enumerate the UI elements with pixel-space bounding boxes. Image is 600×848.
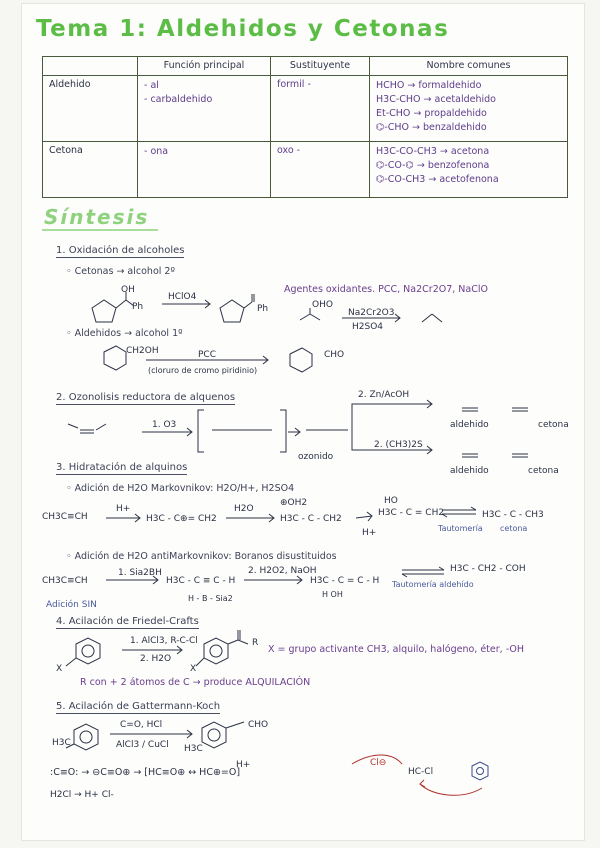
page-title: Tema 1: Aldehidos y Cetonas: [36, 16, 450, 42]
pcc-label: PCC: [198, 350, 216, 360]
h-plus: H+: [236, 760, 251, 770]
markov-line: ◦ Adición de H2O Markovnikov: H2O/H+, H2SO4: [66, 483, 295, 494]
oho-label: OHO: [312, 300, 333, 310]
comun-line: ⌬-CO-⌬ → benzofenona: [376, 160, 490, 171]
cyclohexane-ring: [290, 348, 312, 372]
h-plus: H+: [116, 504, 131, 514]
h2o-reagent: H2O: [234, 504, 254, 514]
cyclopentane-ring: [92, 300, 116, 322]
comun-line: Et-CHO → propaldehido: [376, 108, 487, 119]
ph-label: Ph: [257, 304, 269, 314]
comun-line: H3C-CO-CH3 → acetona: [376, 146, 490, 157]
ch2oh-label: CH2OH: [126, 346, 159, 356]
anti-enol-b: H OH: [322, 590, 343, 599]
cho-label: CHO: [324, 350, 345, 360]
r-label: R: [252, 638, 259, 648]
x-label: X: [190, 664, 197, 674]
cyclohexane-ring: [104, 346, 126, 370]
enol-label: H3C - C = CH2: [378, 508, 445, 518]
h-plus: H+: [362, 528, 377, 538]
funcion-line: - carbaldehido: [144, 94, 213, 105]
x-label: X: [56, 664, 63, 674]
chem-structures: [22, 4, 584, 840]
cetona-label: cetona: [528, 466, 559, 476]
row-sustituyente: formil -: [271, 76, 370, 142]
pcc-note: (cloruro de cromo piridinio): [148, 366, 258, 375]
gk-reagent-2: AlCl3 / CuCl: [116, 740, 169, 750]
benzene-ring: [204, 638, 228, 664]
cl-label: Cl⊖: [370, 758, 387, 768]
row-name: Aldehido: [43, 76, 138, 142]
reagent-hclo4: HClO4: [168, 292, 197, 302]
h3c-label: H3C: [52, 738, 71, 748]
cyclopentane-ring: [220, 300, 244, 322]
aldehidos-line: ◦ Aldehidos → alcohol 1º: [66, 328, 183, 339]
table-header-funcion: Función principal: [138, 57, 271, 76]
aldehido-label: aldehido: [450, 420, 489, 430]
agentes-oxidantes: Agentes oxidantes. PCC, Na2Cr2O7, NaClO: [284, 284, 488, 295]
h2o2-reagent: 2. H2O2, NaOH: [248, 566, 317, 576]
cetonas-line: ◦ Cetonas → alcohol 2º: [66, 266, 175, 277]
section-3-heading-text: 3. Hidratación de alquinos: [56, 462, 188, 473]
row-sustituyente: oxo -: [271, 142, 370, 198]
funcion-line: - al: [144, 80, 159, 91]
anti-reactant: CH3C≡CH: [42, 576, 88, 586]
oh2-label: ⊕OH2: [280, 498, 308, 508]
fc-note-1: X = grupo activante CH3, alquilo, halógeno, éter, -OH: [268, 644, 525, 655]
benzene-ring: [202, 722, 226, 748]
sia-reagent: 1. Sia2BH: [118, 568, 162, 578]
zn-reagent: 2. Zn/AcOH: [358, 390, 410, 400]
markov-reactant: CH3C≡CH: [42, 512, 88, 522]
notes-page: [22, 4, 584, 840]
section-4-heading-text: 4. Acilación de Friedel-Crafts: [56, 616, 199, 627]
o3-reagent: 1. O3: [152, 420, 177, 430]
ozonido-label: ozonido: [298, 452, 334, 462]
table-header-sustituyente: Sustituyente: [271, 57, 370, 76]
comun-line: ⌬-CHO → benzaldehido: [376, 122, 487, 133]
fc-reagent-1: 1. AlCl3, R-C-Cl: [130, 636, 198, 646]
benzene-ring: [76, 638, 100, 664]
anti-enol: H3C - C = C - H: [310, 576, 380, 586]
na2cr2o3-label: Na2Cr2O3: [348, 308, 395, 318]
funcion-line: - ona: [144, 146, 169, 157]
gk-last: H2Cl → H+ Cl-: [50, 790, 114, 800]
comun-line: H3C-CHO → acetaldehido: [376, 94, 496, 105]
benzene-ring: [472, 762, 488, 780]
hcl-product: HC-Cl: [408, 767, 434, 777]
h3c-label: H3C: [184, 744, 203, 754]
gk-mechanism: :C≡O: → ⊖C≡O⊕ → [HC≡O⊕ ↔ HC⊕=O]: [50, 767, 241, 778]
ch3s-reagent: 2. (CH3)2S: [374, 440, 423, 450]
comun-line: ⌬-CO-CH3 → acetofenona: [376, 174, 499, 185]
oh-label: OH: [121, 285, 135, 295]
h2so4-label: H2SO4: [352, 322, 384, 332]
keto-label: H3C - C - CH3: [482, 510, 544, 520]
cho-label: CHO: [248, 720, 269, 730]
table-header-comunes: Nombre comunes: [370, 57, 568, 76]
row-name: Cetona: [43, 142, 138, 198]
fc-reagent-2: 2. H2O: [140, 654, 172, 664]
ho-label: HO: [384, 496, 398, 506]
markov-intermediate-2: H3C - C - CH2: [280, 514, 342, 524]
anti-product: H3C - CH2 - COH: [450, 564, 526, 574]
fc-note-2: R con + 2 átomos de C → produce ALQUILACIÓN: [80, 677, 311, 688]
adicion-sin: Adición SIN: [46, 600, 97, 610]
aldehido-label: aldehido: [450, 466, 489, 476]
tautomeria-aldehido: Tautomería aldehído: [392, 580, 474, 589]
section-2-heading-text: 2. Ozonolisis reductora de alquenos: [56, 392, 236, 403]
anti-intermediate: H3C - C ≡ C - H: [166, 576, 236, 586]
markov-intermediate: H3C - C⊕= CH2: [146, 514, 217, 524]
section-5-heading-text: 5. Acilación de Gattermann-Koch: [56, 701, 221, 712]
cetona-label: cetona: [500, 524, 528, 533]
anti-markov-line: ◦ Adición de H2O antiMarkovnikov: Boranos disustituidos: [66, 551, 337, 562]
benzene-ring: [74, 724, 98, 750]
gk-reagent-1: C=O, HCl: [120, 720, 163, 730]
tautomeria-label: Tautomería: [438, 524, 483, 533]
ph-label: Ph: [132, 302, 144, 312]
sintesis-heading: Síntesis: [44, 205, 150, 229]
anti-intermediate-b: H - B - Sia2: [188, 594, 233, 603]
section-1-heading-text: 1. Oxidación de alcoholes: [56, 245, 185, 256]
cetona-label: cetona: [538, 420, 569, 430]
comun-line: HCHO → formaldehido: [376, 80, 482, 91]
